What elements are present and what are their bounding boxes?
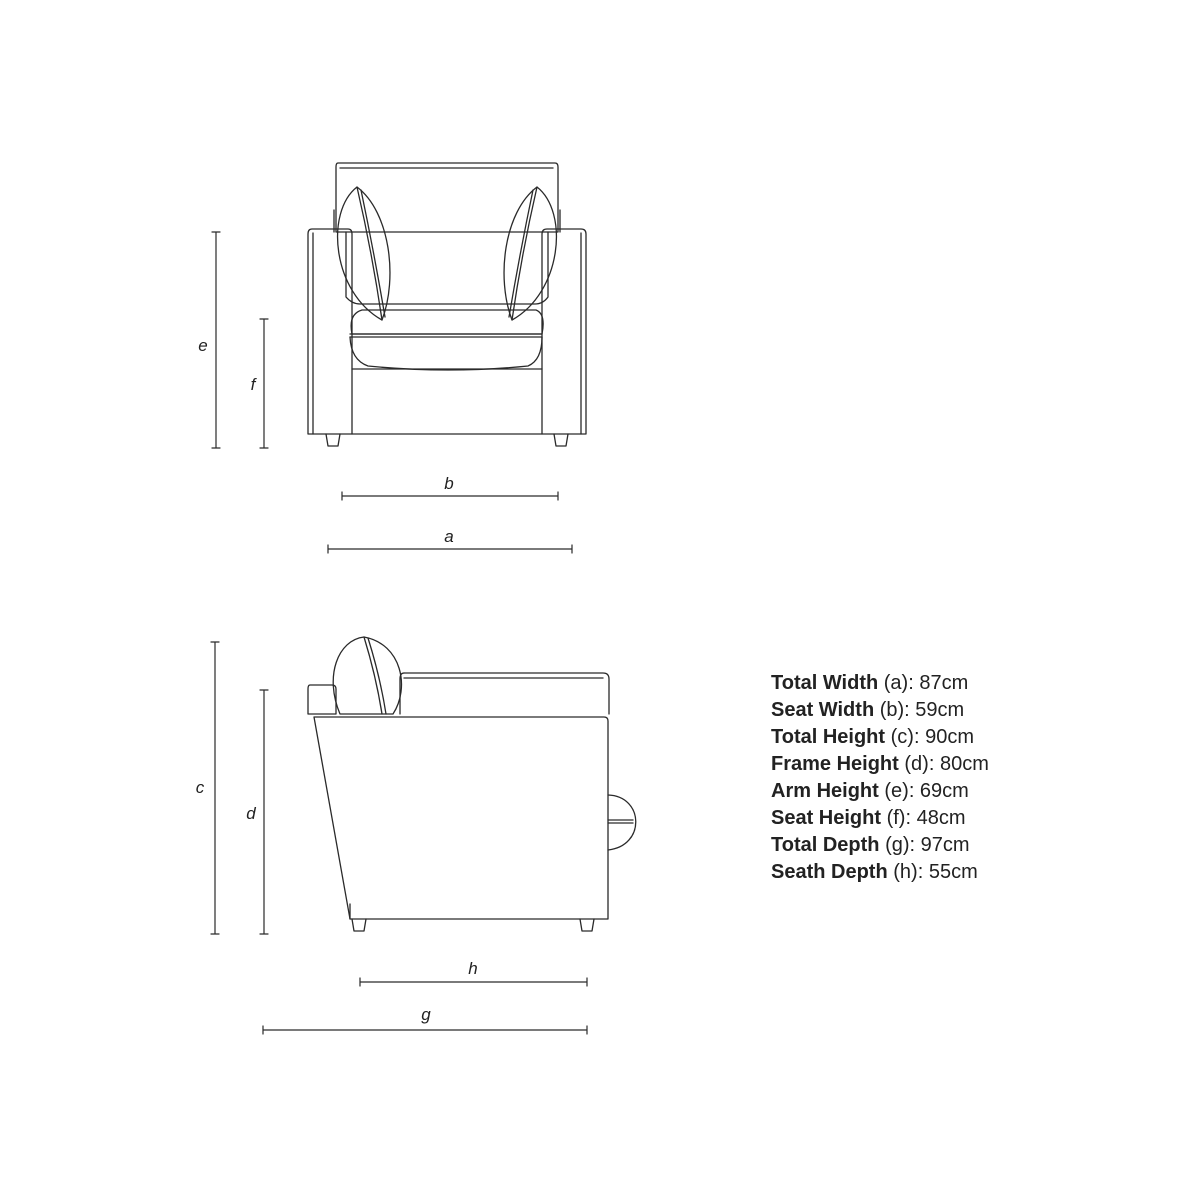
- spec-key: (a): [883, 672, 909, 694]
- spec-name: Seat Width: [771, 699, 875, 721]
- spec-value: : 97cm: [909, 834, 970, 856]
- dimension-g-line: [263, 1026, 587, 1034]
- spec-key: (g): [885, 834, 910, 856]
- spec-key: (c): [890, 726, 914, 748]
- spec-total-height: [771, 724, 1171, 751]
- side-backrest: [308, 685, 336, 714]
- spec-name: Seat Height: [771, 807, 882, 829]
- spec-value: : 69cm: [908, 780, 969, 802]
- spec-value: : 90cm: [913, 726, 974, 748]
- spec-key: (f): [886, 807, 906, 829]
- spec-name: Seath Depth: [771, 861, 888, 883]
- front-seat-base: [352, 369, 542, 434]
- spec-value: : 55cm: [917, 861, 978, 883]
- spec-total-width: [771, 670, 1171, 697]
- spec-seat-height: [771, 805, 1171, 832]
- dimension-specs-list: [771, 670, 1171, 886]
- spec-total-depth: [771, 832, 1171, 859]
- dimension-c-line: [211, 642, 219, 934]
- dimension-f-label: f: [250, 375, 256, 394]
- dimension-h-label: h: [468, 959, 478, 978]
- side-legs: [352, 919, 594, 931]
- spec-seat-depth: [771, 859, 1171, 886]
- dimension-d-line: [260, 690, 268, 934]
- dimension-e-line: [212, 232, 220, 448]
- dimension-lines: [211, 232, 587, 1034]
- spec-value: : 48cm: [905, 807, 966, 829]
- spec-value: : 87cm: [908, 672, 969, 694]
- dimension-f-line: [260, 319, 268, 448]
- spec-arm-height: [771, 778, 1171, 805]
- spec-key: (b): [879, 699, 905, 721]
- spec-name: Arm Height: [771, 780, 879, 802]
- dimension-c-label: c: [195, 778, 205, 797]
- dimension-b-label: b: [444, 474, 454, 493]
- spec-key: (h): [893, 861, 918, 883]
- spec-value: : 59cm: [904, 699, 965, 721]
- dimension-e-label: e: [198, 336, 208, 355]
- spec-name: Total Height: [771, 726, 886, 748]
- spec-key: (d): [904, 753, 929, 775]
- spec-name: Total Depth: [771, 834, 880, 856]
- dimension-a-line: [328, 545, 572, 553]
- dimension-d-label: d: [246, 804, 256, 823]
- spec-name: Total Width: [771, 672, 879, 694]
- armchair-front-view: [308, 163, 586, 446]
- armchair-side-view: [308, 637, 636, 931]
- spec-value: : 80cm: [928, 753, 989, 775]
- side-back-cushion: [400, 673, 609, 714]
- spec-seat-width: [771, 697, 1171, 724]
- spec-frame-height: [771, 751, 1171, 778]
- side-body: [314, 717, 608, 919]
- spec-name: Frame Height: [771, 753, 899, 775]
- dimension-h-line: [360, 978, 587, 986]
- dimension-g-label: g: [421, 1005, 431, 1024]
- side-pillow: [333, 637, 401, 714]
- side-front-pillow: [608, 795, 636, 850]
- front-backrest: [336, 163, 558, 232]
- dimension-b-line: [342, 492, 558, 500]
- front-legs: [326, 434, 568, 446]
- spec-key: (e): [884, 780, 909, 802]
- dimension-a-label: a: [444, 527, 454, 546]
